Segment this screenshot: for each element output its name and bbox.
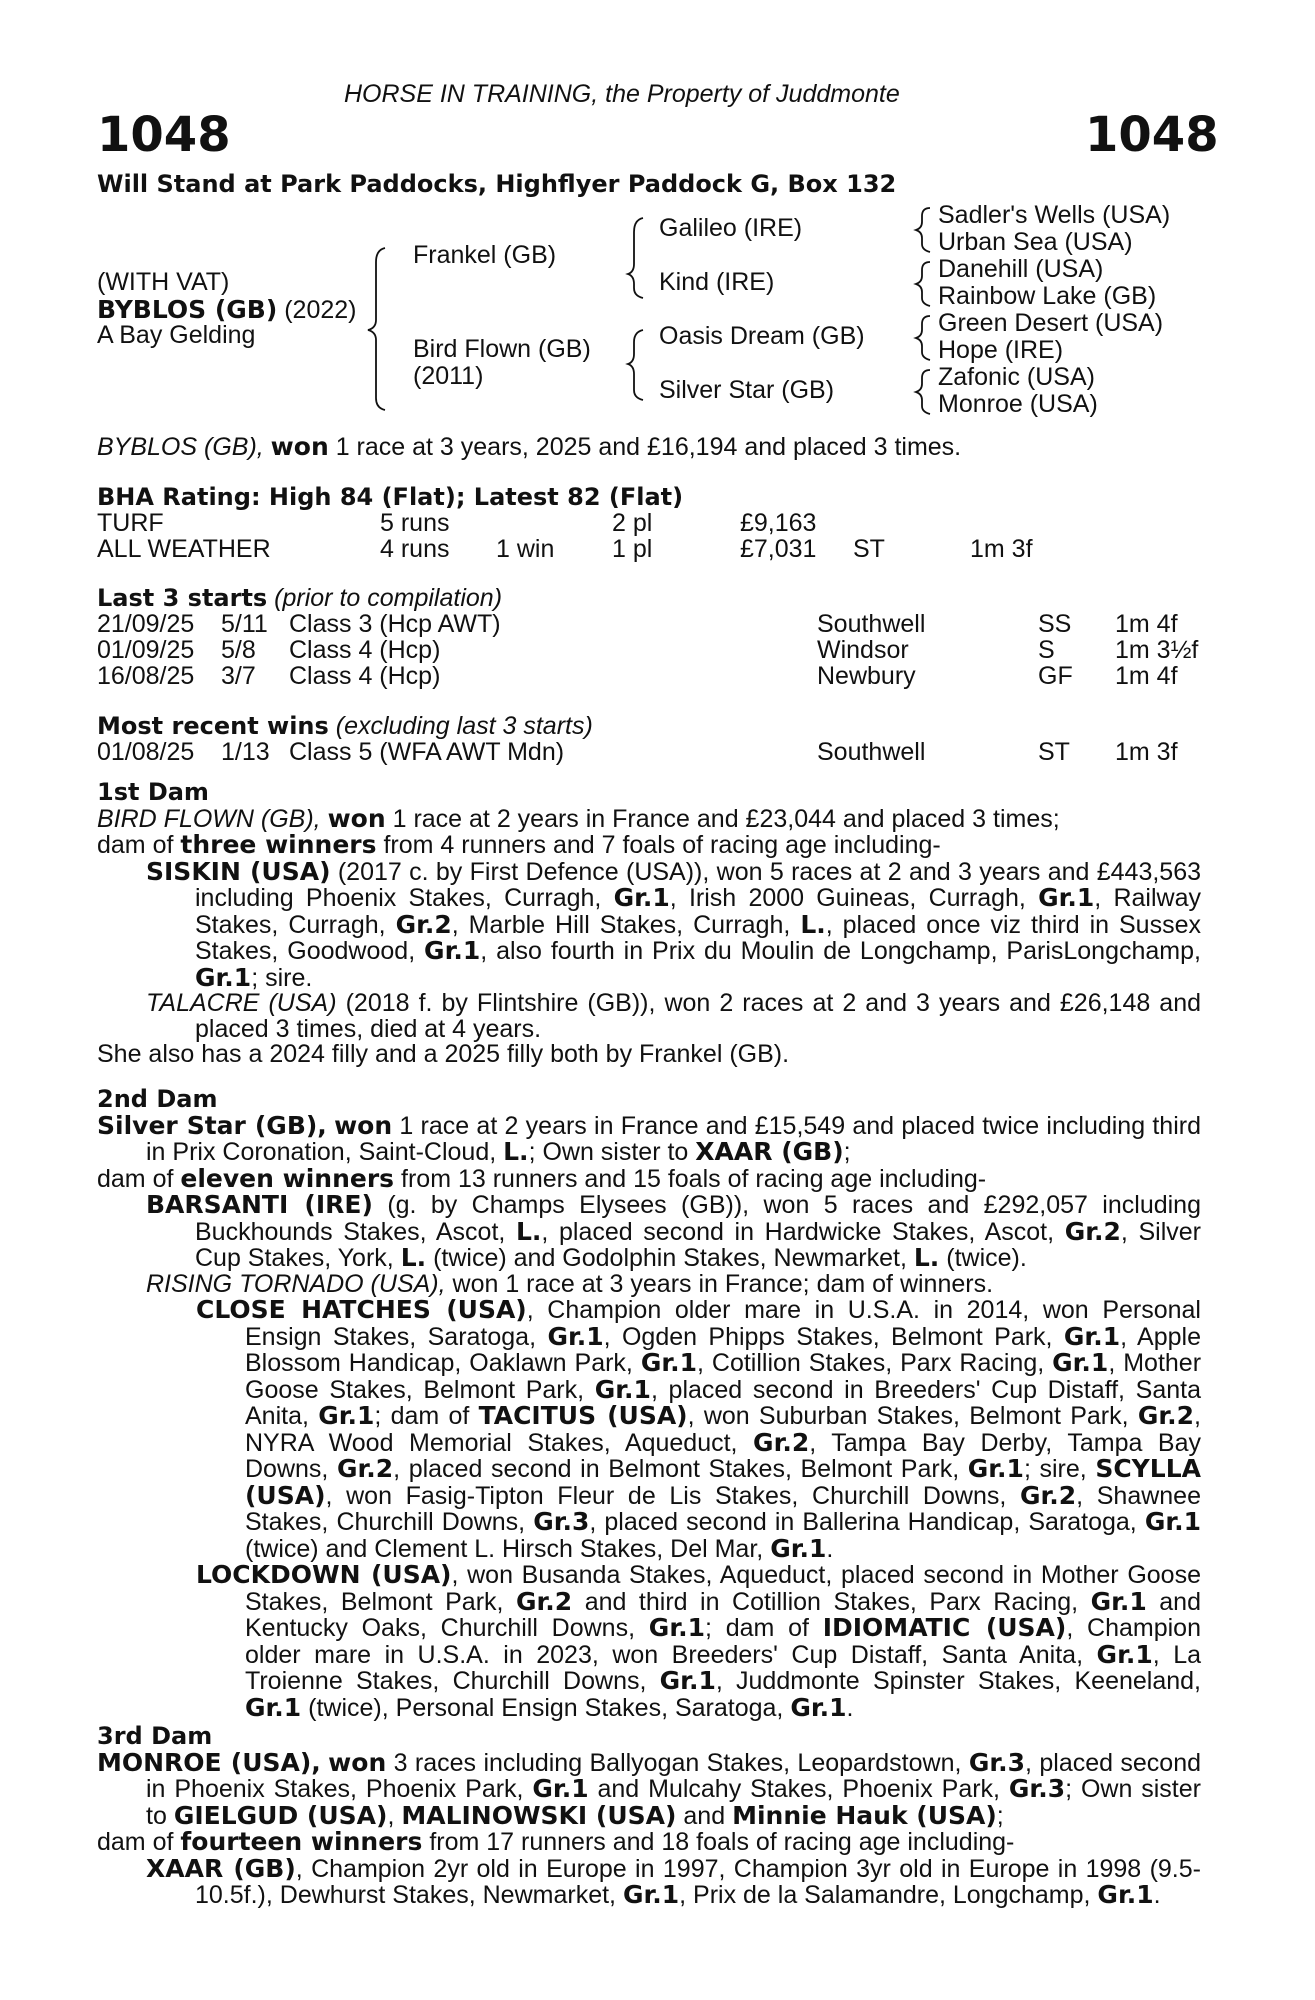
progeny-talacre: TALACRE (USA) xyxy=(146,989,337,1017)
pedigree-dam-year: (2011) xyxy=(413,362,484,390)
horse-name: BYBLOS (GB) xyxy=(97,295,278,324)
pedigree-gen3-4: Rainbow Lake (GB) xyxy=(938,282,1157,310)
first-dam-heading: 1st Dam xyxy=(97,778,209,806)
bha-rating-title: BHA Rating: High 84 (Flat); Latest 82 (Flat) xyxy=(97,483,684,511)
pedigree-gen3-8: Monroe (USA) xyxy=(938,390,1098,418)
lot-number-left: 1048 xyxy=(97,107,231,163)
pedigree-gen3-7: Zafonic (USA) xyxy=(938,363,1095,391)
pedigree-sire: Frankel (GB) xyxy=(413,241,557,269)
progeny-xaar: XAAR (GB) xyxy=(146,1853,296,1883)
pedigree-gen3-1: Sadler's Wells (USA) xyxy=(938,201,1171,229)
progeny-lockdown: LOCKDOWN (USA) xyxy=(196,1560,452,1589)
race-summary: BYBLOS (GB), won 1 race at 3 years, 2025 and £16,194 and placed 3 times. xyxy=(97,432,962,461)
pedigree-gen3-2: Urban Sea (USA) xyxy=(938,228,1133,256)
horse-description: A Bay Gelding xyxy=(97,321,256,349)
second-dam-section: 2nd Dam Silver Star (GB), won 1 race at 2 years in France and £15,549 and placed twice including third in Prix Coronation, Saint-Cloud, L.; Own sister to XAAR (GB); dam of eleven winners from 13 runners and 15 foals of racing age including- BARSANTI (IRE) (g. by Champs Elysees (GB)), won 5 races and £292,057 including Buckhounds Stakes, Ascot, L., placed second in Hardwicke Stakes, Ascot, Gr.2, Silver Cup Stakes, York, L. (twice) and Godolphin Stakes, Newmarket, L. (twice). RISING TORNADO (USA), won 1 race at 3 years in France; dam of winners. CLOSE HATCHES (USA), Champion older mare in U.S.A. in 2014, won Personal Ensign Stakes, Saratoga, Gr.1, Ogden Phipps Stakes, Belmont Park, Gr.1, Apple Blossom Handicap, Oaklawn Park, Gr.1, Cotillion Stakes, Parx Racing, Gr.1, Mother Goose Stakes, Belmont Park, Gr.1, placed second in Breeders' Cup Distaff, Santa Anita, Gr.1; dam of TACITUS (USA), won Suburban Stakes, Belmont Park, Gr.2, NYRA Wood Memorial Stakes, Aqueduct, Gr.2, Tampa Bay Derby, Tampa Bay Downs, Gr.2, placed second in Belmont Stakes, Belmont Park, Gr.1; sire, SCYLLA (USA), won Fasig-Tipton Fleur de Lis Stakes, Churchill Downs, Gr.2, Shawnee Stakes, Churchill Downs, Gr.3, placed second in Ballerina Handicap, Saratoga, Gr.1 (twice) and Clement L. Hirsch Stakes, Del Mar, Gr.1. LOCKDOWN (USA), won Busanda Stakes, Aqueduct, placed second in Mother Goose Stakes, Belmont Park, Gr.2 and third in Cotillion Stakes, Parx Racing, Gr.1 and Kentucky Oaks, Churchill Downs, Gr.1; dam of IDIOMATIC (USA), Champion older mare in U.S.A. in 2023, won Breeders' Cup Distaff, Santa Anita, Gr.1, La Troienne Stakes, Churchill Downs, Gr.1, Juddmonte Spinster Stakes, Keeneland, Gr.1 (twice), Personal Ensign Stakes, Saratoga, Gr.1. xyxy=(97,1085,1202,1722)
lot-number-right: 1048 xyxy=(1085,107,1219,163)
pedigree-sire-sire: Galileo (IRE) xyxy=(659,214,803,242)
second-dam-heading: 2nd Dam xyxy=(97,1085,218,1113)
page-subtitle: HORSE IN TRAINING, the Property of Juddmonte xyxy=(344,80,900,108)
last-starts-title: Last 3 starts (prior to compilation) xyxy=(97,584,503,612)
third-dam-section: 3rd Dam MONROE (USA), won 3 races including Ballyogan Stakes, Leopardstown, Gr.3, placed second in Phoenix Stakes, Phoenix Park, Gr.1 and Mulcahy Stakes, Phoenix Park, Gr.3; Own sister to GIELGUD (USA), MALINOWSKI (USA) and Minnie Hauk (USA); dam of fourteen winners from 17 runners and 18 foals of racing age including- XAAR (GB), Champion 2yr old in Europe in 1997, Champion 3yr old in Europe in 1998 (9.5-10.5f.), Dewhurst Stakes, Newmarket, Gr.1, Prix de la Salamandre, Longchamp, Gr.1. xyxy=(97,1722,1202,1909)
progeny-siskin: SISKIN (USA) xyxy=(146,856,331,886)
progeny-close-hatches: CLOSE HATCHES (USA) xyxy=(196,1295,527,1324)
first-dam-section: 1st Dam BIRD FLOWN (GB), won 1 race at 2 years in France and £23,044 and placed 3 times; dam of three winners from 4 runners and 7 foals of racing age including- SISKIN (USA) (2017 c. by First Defence (USA)), won 5 races at 2 and 3 years and £443,563 including Phoenix Stakes, Curragh, Gr.1, Irish 2000 Guineas, Curragh, Gr.1, Railway Stakes, Curragh, Gr.2, Marble Hill Stakes, Curragh, L., placed once viz third in Sussex Stakes, Goodwood, Gr.1, also fourth in Prix du Moulin de Longchamp, ParisLongchamp, Gr.1; sire. TALACRE (USA) (2018 f. by Flintshire (GB)), won 2 races at 2 and 3 years and £26,148 and placed 3 times, died at 4 years. She also has a 2024 filly and a 2025 filly both by Frankel (GB). xyxy=(97,778,1202,1068)
pedigree-gen3-3: Danehill (USA) xyxy=(938,255,1104,283)
recent-wins-title: Most recent wins (excluding last 3 starts) xyxy=(97,712,593,740)
pedigree-gen3-6: Hope (IRE) xyxy=(938,336,1064,364)
vat-note: (WITH VAT) xyxy=(97,268,230,296)
stable-location: Will Stand at Park Paddocks, Highflyer Paddock G, Box 132 xyxy=(97,170,897,198)
pedigree-dam-dam: Silver Star (GB) xyxy=(659,376,835,404)
pedigree-sire-dam: Kind (IRE) xyxy=(659,268,775,296)
third-dam-heading: 3rd Dam xyxy=(97,1722,213,1750)
horse-year: (2022) xyxy=(284,296,357,324)
pedigree-dam: Bird Flown (GB) xyxy=(413,335,591,363)
progeny-barsanti: BARSANTI (IRE) xyxy=(146,1190,373,1219)
progeny-rising-tornado: RISING TORNADO (USA), xyxy=(146,1269,446,1298)
pedigree-dam-sire: Oasis Dream (GB) xyxy=(659,322,865,350)
pedigree-gen3-5: Green Desert (USA) xyxy=(938,309,1164,337)
